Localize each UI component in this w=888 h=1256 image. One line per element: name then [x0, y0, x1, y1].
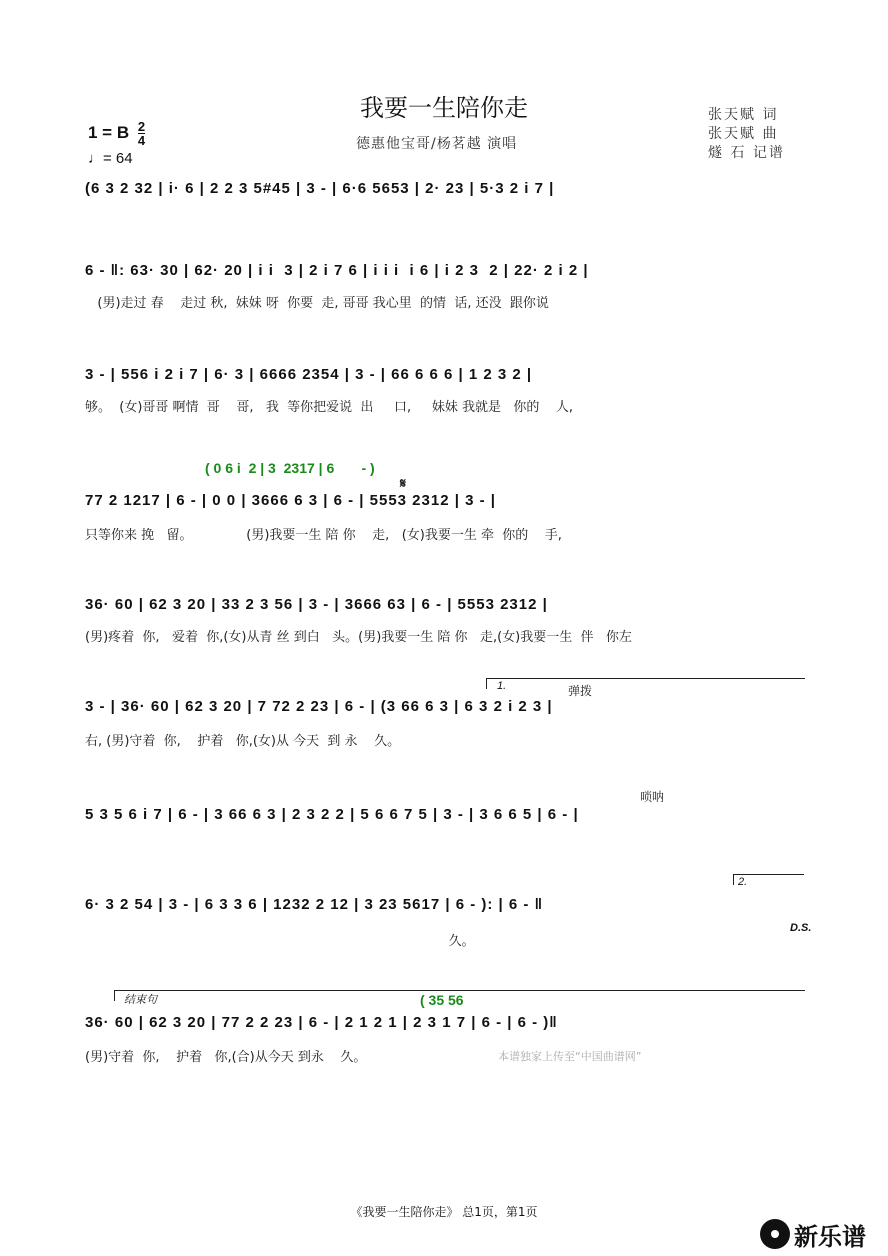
notes-line-1: (6 3 2 32 | i· 6 | 2 2 3 5#45 | 3 - | 6·6 5653 | 2· 23 | 5·3 2 i 7 | [85, 180, 555, 197]
notes-line-4: 77 2 1217 | 6 - | 0 0 | 3666 6 3 | 6 - | 5553 2312 | 3 - | [85, 492, 496, 509]
notes-line-5: 36· 60 | 62 3 20 | 33 2 3 56 | 3 - | 3666 63 | 6 - | 5553 2312 | [85, 596, 548, 613]
key-signature [88, 120, 145, 147]
site-logo [760, 1214, 866, 1254]
performer: 德惠他宝哥/杨茗越 演唱 [356, 136, 518, 152]
notes-line-9: 36· 60 | 62 3 20 | 77 2 2 23 | 6 - | 2 1 2 1 | 2 3 1 7 | 6 - | 6 - )‖ [85, 1014, 558, 1031]
segno-sign: 𝄋 [400, 476, 407, 492]
tanbo-annotation: 弹拨 [568, 684, 593, 698]
composer: 张天赋 曲 [708, 126, 779, 142]
notes-line-6: 3 - | 36· 60 | 62 3 20 | 7 72 2 23 | 6 - | (3 66 6 3 | 6 3 2 i 2 3 | [85, 698, 553, 715]
key-label: 1 = B [88, 122, 130, 142]
page-title: 我要一生陪你走 [360, 94, 528, 122]
lyrics-line-5: (男)疼着 你, 爱着 你,(女)从青 丝 到白 头。(男)我要一生 陪 你 走,(女)我要一生 伴 你左 [85, 630, 632, 645]
time-signature [138, 120, 145, 147]
lyricist: 张天赋 词 [708, 107, 779, 123]
credits [708, 106, 785, 163]
notes-line-3: 3 - | 556 i 2 i 7 | 6· 3 | 6666 2354 | 3 - | 66 6 6 6 | 1 2 3 2 | [85, 366, 533, 383]
interlude-notes: ( 0 6 i 2 | 3 2317 | 6 - ) [205, 460, 375, 476]
page-footer: 《我要一生陪你走》 总1页，第1页 [350, 1205, 538, 1219]
tempo-marking: ♩= 64 [88, 150, 133, 167]
ending-fill-notes: ( 35 56 [420, 992, 464, 1008]
logo-text: 新乐谱 [794, 1222, 866, 1251]
notes-line-8: 6· 3 2 54 | 3 - | 6 3 3 6 | 1232 2 12 | 3 23 5617 | 6 - ): | 6 - ‖ [85, 896, 544, 913]
notes-line-7: 5 3 5 6 i 7 | 6 - | 3 66 6 3 | 2 3 2 2 | 5 6 6 7 5 | 3 - | 3 6 6 5 | 6 - | [85, 806, 579, 823]
lyrics-line-3: 够。 (女)哥哥 啊情 哥 哥, 我 等你把爱说 出 口, 妹妹 我就是 你的 人, [85, 400, 574, 415]
lyrics-line-6: 右, (男)守着 你, 护着 你,(女)从 今天 到 永 久。 [85, 734, 401, 749]
time-bottom: 4 [137, 133, 146, 148]
ds-marking: D.S. [790, 922, 812, 934]
lyrics-line-9: (男)守着 你, 护着 你,(合)从今天 到永 久。 [85, 1050, 367, 1065]
watermark-text: 本谱独家上传至“中国曲谱网” [498, 1050, 642, 1063]
ending-label: 结束句 [124, 994, 157, 1006]
vinyl-disc-icon [760, 1219, 790, 1249]
lyrics-line-2: (男)走过 春 走过 秋, 妹妹 呀 你要 走, 哥哥 我心里 的情 话, 还没 跟你说 [85, 296, 549, 311]
volta-1-label: 1. [497, 680, 507, 692]
lyrics-line-4: 只等你来 挽 留。 (男)我要一生 陪 你 走, (女)我要一生 牵 你的 手, [85, 528, 562, 543]
suona-annotation: 唢呐 [640, 790, 665, 804]
notes-line-2: 6 - ‖: 63· 30 | 62· 20 | i i 3 | 2 i 7 6 | i i i i 6 | i 2 3 2 | 22· 2 i 2 | [85, 262, 589, 279]
volta-2-label: 2. [738, 876, 748, 888]
transcriber: 燧 石 记谱 [708, 145, 785, 161]
volta-1-bracket [486, 678, 805, 689]
time-top: 2 [137, 119, 146, 134]
lyrics-line-8: 久。 [85, 934, 475, 949]
